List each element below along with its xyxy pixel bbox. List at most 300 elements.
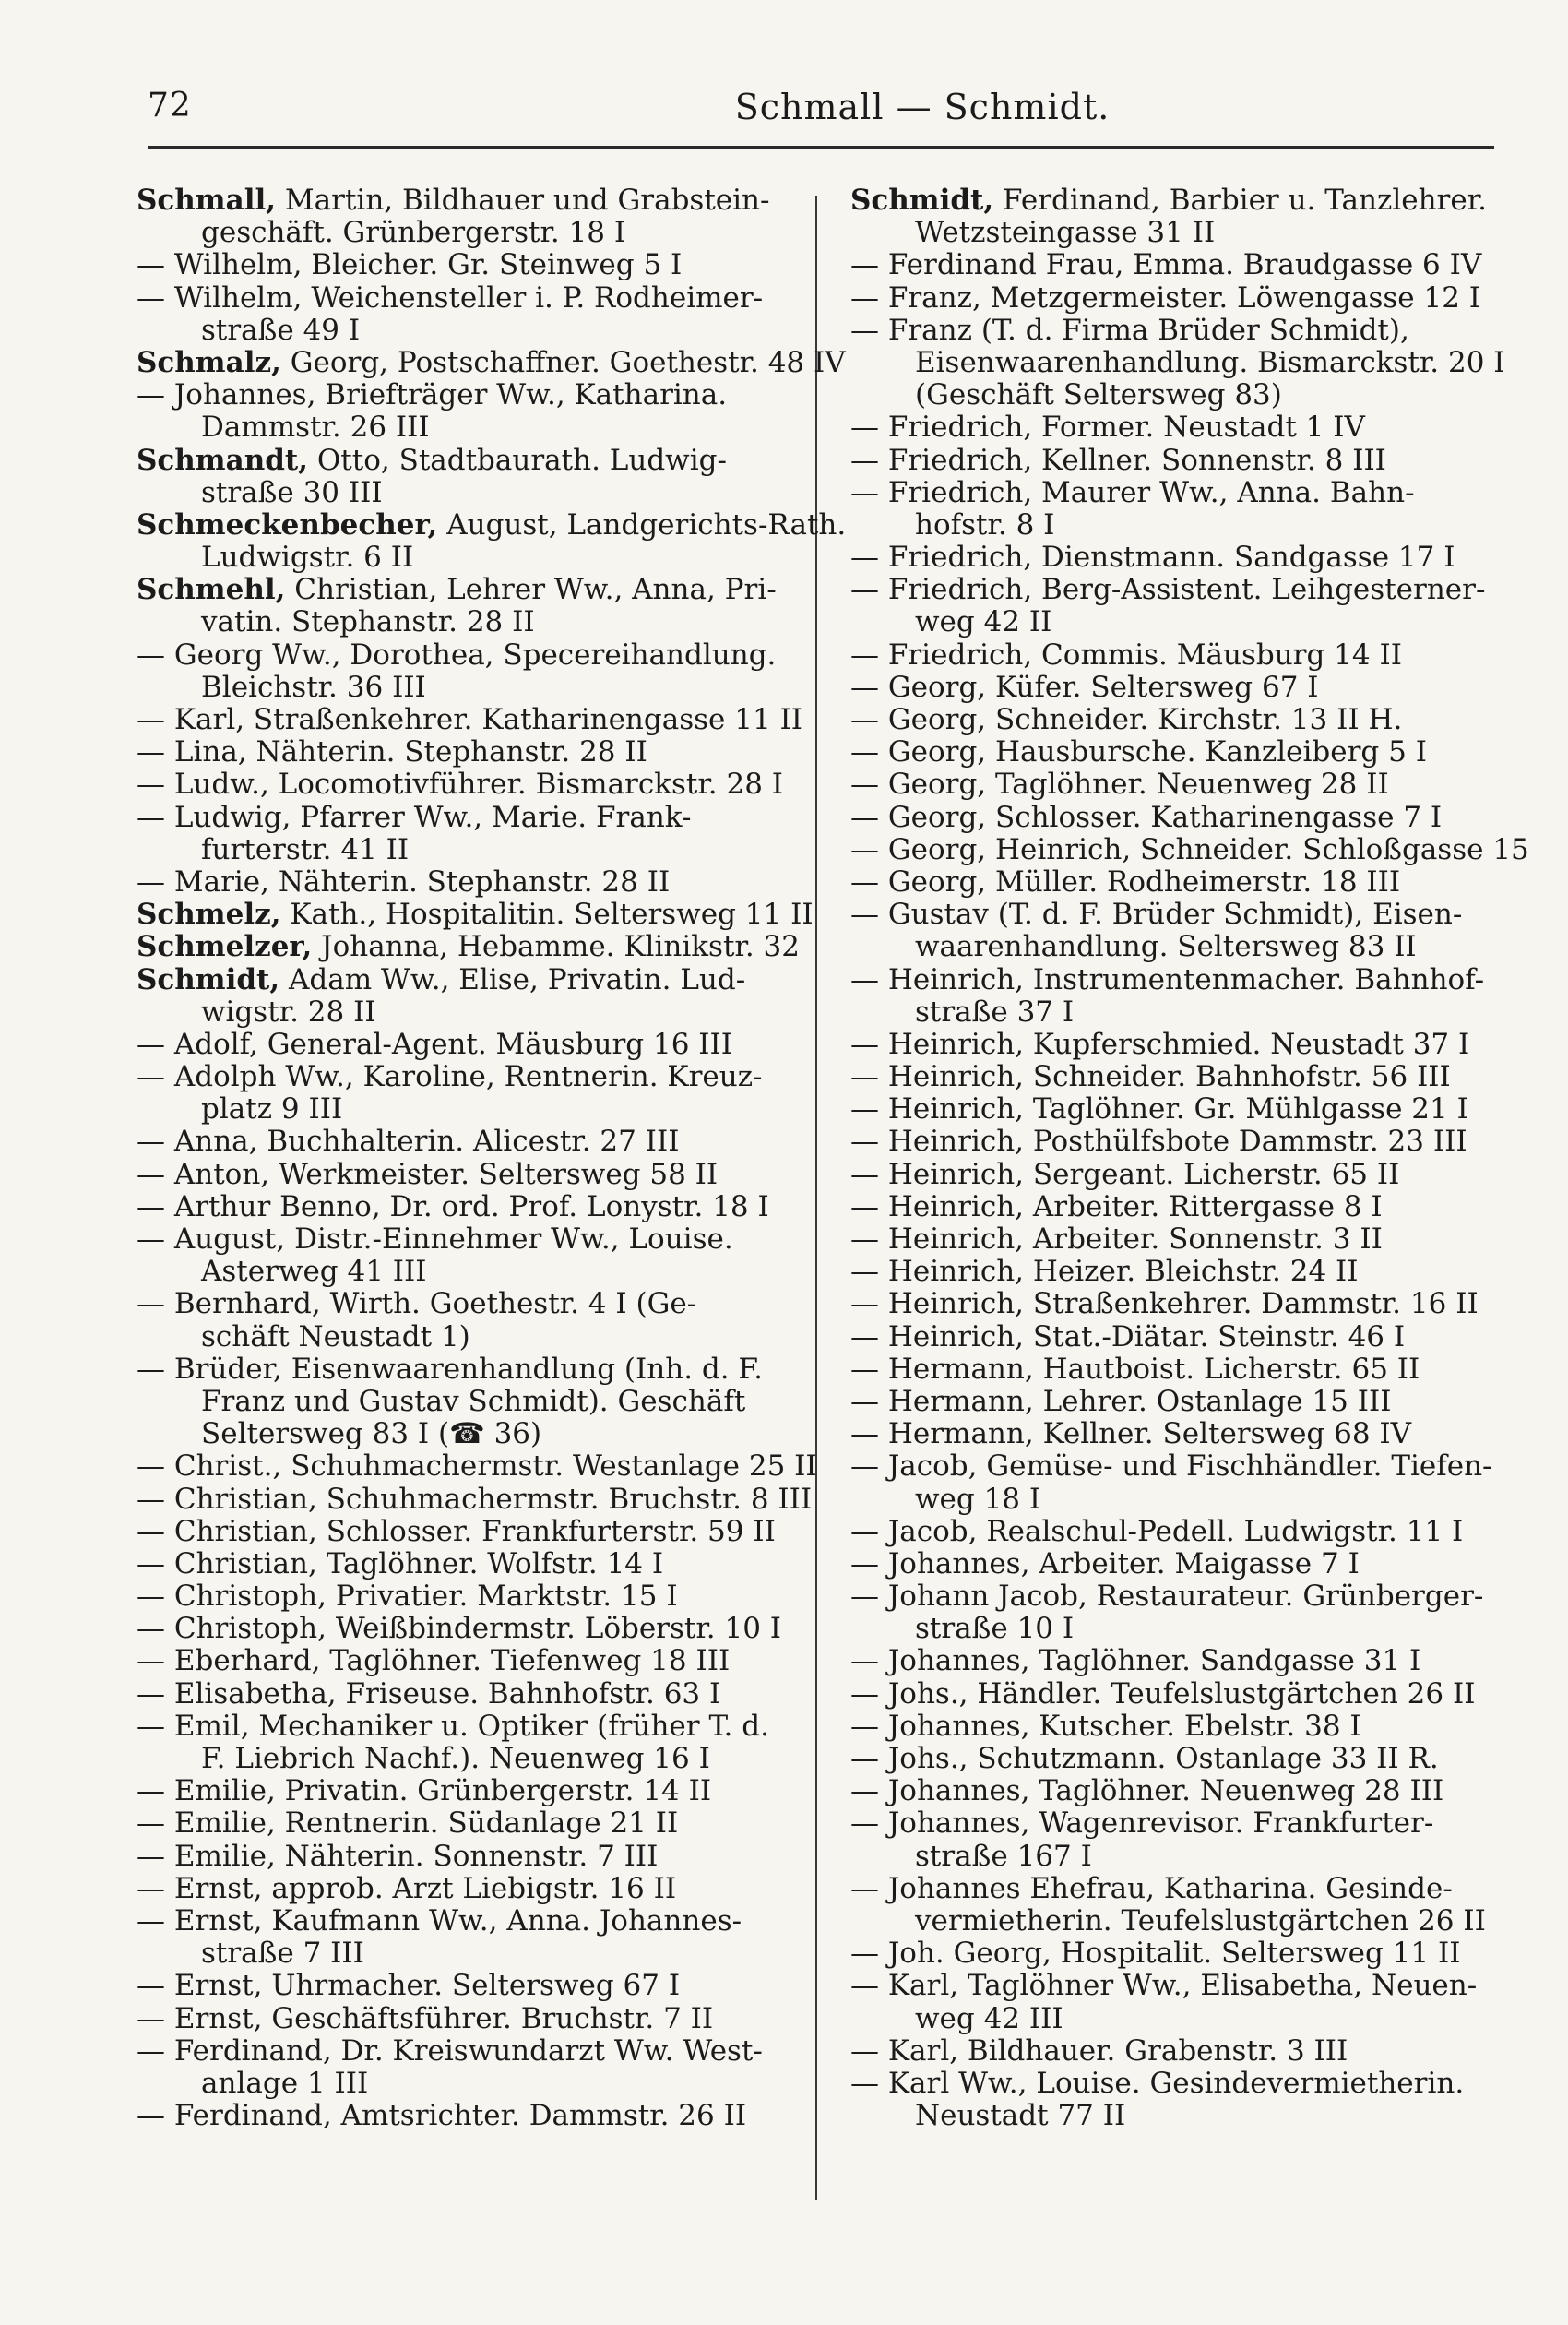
entry-text: — Christian, Schlosser. Frankfurterstr. 59 II [137, 1514, 776, 1548]
directory-entry [850, 1548, 1515, 1580]
entry-text: — Ludw., Locomotivführer. Bismarckstr. 28 I [137, 768, 784, 802]
directory-entry [137, 1613, 801, 1645]
entry-text: — Bernhard, Wirth. Goethestr. 4 I (Ge- [137, 1287, 697, 1321]
entry-line [850, 639, 1515, 672]
directory-entry [850, 574, 1515, 638]
directory-entry [850, 1223, 1515, 1256]
directory-entry [137, 1288, 801, 1353]
entry-text: — Friedrich, Dienstmann. Sandgasse 17 I [850, 541, 1455, 575]
directory-entry [137, 1449, 817, 1484]
entry-line [137, 898, 814, 932]
entry-text: Franz und Gustav Schmidt). Geschäft [201, 1384, 746, 1418]
entry-line [137, 1449, 817, 1484]
entry-text: — Heinrich, Heizer. Bleichstr. 24 II [850, 1255, 1359, 1289]
directory-entry [850, 1386, 1515, 1418]
entry-line [850, 1191, 1515, 1223]
entry-line [137, 1970, 801, 2002]
entry-line [137, 1223, 801, 1256]
entry-line [137, 2035, 801, 2068]
directory-entry [137, 866, 801, 899]
directory-entry [137, 898, 814, 932]
directory-entry [850, 411, 1515, 444]
entry-line [850, 1905, 1515, 1938]
entry-line [137, 185, 801, 217]
entry-text: — Johs., Händler. Teufelslustgärtchen 26 II [850, 1676, 1476, 1711]
directory-entry [850, 1061, 1515, 1093]
entry-text: — Johannes, Taglöhner. Neuenweg 28 III [850, 1774, 1444, 1808]
entry-text: — Christian, Taglöhner. Wolfstr. 14 I [137, 1546, 664, 1580]
entry-line [850, 996, 1515, 1029]
directory-entry [850, 1970, 1515, 2034]
directory-entry [850, 1321, 1515, 1353]
entry-line [850, 606, 1515, 638]
directory-entry [850, 899, 1515, 963]
entry-text: — Adolph Ww., Karoline, Rentnerin. Kreuz- [137, 1060, 763, 1094]
entry-line [137, 2003, 801, 2035]
entry-surname: Schmeckenbecher, [137, 507, 438, 542]
entry-text: furterstr. 41 II [201, 832, 410, 866]
entry-text: Johanna, Hebamme. Klinikstr. 32 [321, 930, 800, 964]
entry-line [850, 672, 1515, 704]
entry-text: hofstr. 8 I [915, 507, 1055, 542]
left-column [137, 184, 847, 2133]
entry-text: — Georg, Schneider. Kirchstr. 13 II H. [850, 703, 1403, 736]
directory-entry [137, 1516, 801, 1548]
directory-entry [850, 1873, 1515, 1938]
entry-line [850, 1841, 1515, 1873]
entry-text: — Franz (T. d. Firma Brüder Schmidt), [850, 313, 1409, 347]
directory-entry [137, 1970, 801, 2002]
entry-text: anlage 1 III [201, 2066, 369, 2100]
entry-line [137, 769, 801, 801]
directory-entry [137, 345, 846, 379]
directory-entry [137, 1645, 801, 1677]
entry-text: weg 42 II [915, 605, 1052, 639]
directory-entry [850, 1256, 1515, 1288]
directory-entry [850, 315, 1515, 412]
entry-text: — Jacob, Realschul-Pedell. Ludwigstr. 11 I [850, 1514, 1464, 1548]
entry-line [850, 1223, 1515, 1256]
directory-entry [137, 1807, 801, 1840]
entry-line [850, 1126, 1515, 1158]
page-header [148, 81, 1494, 137]
entry-text: — Ernst, approb. Arzt Liebigstr. 16 II [137, 1871, 677, 1905]
entry-line [850, 2100, 1515, 2132]
entry-line [850, 964, 1515, 996]
entry-line [137, 411, 801, 444]
entry-line [137, 1093, 801, 1126]
entry-text: — Georg, Küfer. Seltersweg 67 I [850, 670, 1319, 704]
entry-surname: Schmalz, [137, 345, 281, 379]
entry-text: — Elisabetha, Friseuse. Bahnhofstr. 63 I [137, 1676, 721, 1711]
entry-line [850, 1029, 1515, 1061]
entry-text: — Georg, Müller. Rodheimerstr. 18 III [850, 864, 1401, 899]
entry-text: — Hermann, Kellner. Seltersweg 68 IV [850, 1417, 1412, 1451]
directory-entry [137, 1353, 801, 1451]
entry-line [137, 477, 801, 509]
entry-line [850, 1678, 1515, 1711]
directory-entry [137, 1905, 801, 1970]
entry-line [137, 866, 801, 899]
entry-line [137, 2100, 801, 2132]
entry-text: — Christian, Schuhmachermstr. Bruchstr. 8 III [137, 1482, 813, 1516]
entry-line [850, 704, 1515, 736]
entry-text: — Friedrich, Former. Neustadt 1 IV [850, 411, 1365, 445]
entry-text: vatin. Stephanstr. 28 II [201, 605, 535, 639]
entry-line [137, 1418, 801, 1450]
directory-entry [137, 574, 801, 638]
entry-text: Otto, Stadtbaurath. Ludwig- [316, 443, 727, 477]
entry-line [850, 1061, 1515, 1093]
entry-text: — Johannes, Arbeiter. Maigasse 7 I [850, 1546, 1360, 1580]
directory-entry [850, 1126, 1515, 1158]
entry-text: — Emilie, Rentnerin. Südanlage 21 II [137, 1806, 679, 1841]
entry-line [850, 1873, 1515, 1905]
entry-line [850, 509, 1515, 542]
entry-text: — Adolf, General-Agent. Mäusburg 16 III [137, 1027, 733, 1061]
entry-text: — Heinrich, Straßenkehrer. Dammstr. 16 II [850, 1287, 1479, 1321]
directory-entry [137, 1841, 801, 1873]
entry-text: — Marie, Nähterin. Stephanstr. 28 II [137, 864, 671, 899]
entry-surname: Schmall, [137, 184, 277, 217]
entry-line [850, 832, 1529, 866]
entry-line [137, 1743, 801, 1775]
entry-text: straße 167 I [915, 1839, 1092, 1873]
entry-text: — Emil, Mechaniker u. Optiker (früher T. d. [137, 1709, 769, 1743]
entry-line [850, 1516, 1515, 1548]
entry-line [850, 1970, 1515, 2002]
entry-line [137, 1613, 801, 1645]
directory-entry [850, 736, 1515, 769]
entry-text: — Heinrich, Arbeiter. Rittergasse 8 I [850, 1189, 1383, 1223]
entry-text: August, Landgerichts-Rath. [446, 507, 847, 542]
entry-line [137, 1159, 801, 1191]
right-column [850, 184, 1529, 2133]
entry-text: Christian, Lehrer Ww., Anna, Pri- [294, 573, 777, 607]
entry-text: Ferdinand, Barbier u. Tanzlehrer. [1003, 184, 1487, 217]
entry-text: — Friedrich, Maurer Ww., Anna. Bahn- [850, 475, 1415, 509]
entry-text: — Lina, Nähterin. Stephanstr. 28 II [137, 735, 647, 769]
entry-text: — Heinrich, Instrumentenmacher. Bahnhof- [850, 962, 1485, 996]
directory-entry [850, 1288, 1515, 1320]
entry-text: — Johannes, Briefträger Ww., Katharina. [137, 378, 728, 412]
directory-entry [137, 736, 801, 769]
directory-entry [137, 1029, 801, 1061]
entry-text: — Franz, Metzgermeister. Löwengasse 12 I [850, 280, 1481, 315]
entry-line [137, 1807, 801, 1840]
entry-line [137, 249, 801, 281]
entry-text: Kath., Hospitalitin. Seltersweg 11 II [290, 898, 814, 932]
directory-entry [850, 1580, 1515, 1645]
directory-entry [137, 1580, 801, 1613]
entry-line [850, 411, 1515, 444]
entry-text: F. Liebrich Nachf.). Neuenweg 16 I [201, 1742, 710, 1775]
entry-text: — Heinrich, Sergeant. Licherstr. 65 II [850, 1157, 1400, 1191]
entry-text: — Christoph, Privatier. Marktstr. 15 I [137, 1580, 678, 1614]
entry-text: — Brüder, Eisenwaarenhandlung (Inh. d. F. [137, 1352, 763, 1386]
directory-entry [850, 282, 1515, 315]
running-head: Schmall — Schmidt. [734, 87, 1111, 127]
directory-entry [137, 1482, 813, 1516]
directory-entry [850, 769, 1515, 801]
entry-text: — Emilie, Privatin. Grünbergerstr. 14 II [137, 1774, 712, 1808]
entry-text: geschäft. Grünbergerstr. 18 I [201, 216, 626, 250]
entry-line [137, 1256, 801, 1288]
directory-entry [137, 507, 847, 575]
entry-surname: Schmidt, [137, 962, 280, 996]
entry-line [850, 1580, 1515, 1613]
directory-entry [850, 1353, 1515, 1386]
directory-entry [850, 1516, 1515, 1548]
entry-line [137, 507, 847, 542]
entry-text: — Karl Ww., Louise. Gesindevermietherin. [850, 2066, 1465, 2100]
entry-text: — Gustav (T. d. F. Brüder Schmidt), Eisen- [850, 898, 1463, 932]
entry-text: — Anton, Werkmeister. Seltersweg 58 II [137, 1157, 719, 1191]
entry-text: — Ernst, Uhrmacher. Seltersweg 67 I [137, 1969, 681, 2003]
entry-text: — Ernst, Kaufmann Ww., Anna. Johannes- [137, 1903, 742, 1938]
entry-text: wigstr. 28 II [201, 995, 376, 1029]
directory-entry [137, 1191, 801, 1223]
entry-line [137, 445, 801, 477]
directory-entry [850, 1645, 1515, 1677]
entry-line [137, 736, 801, 769]
entry-text: — Hermann, Hautboist. Licherstr. 65 II [850, 1352, 1420, 1386]
directory-entry [137, 769, 801, 801]
directory-entry [137, 704, 801, 736]
page-number: 72 [148, 87, 192, 125]
entry-line [137, 1841, 801, 1873]
directory-entry [850, 1775, 1515, 1807]
entry-surname: Schmelz, [137, 898, 281, 932]
entry-text: — Heinrich, Schneider. Bahnhofstr. 56 III [850, 1060, 1451, 1094]
directory-entry [850, 2035, 1515, 2068]
entry-line [850, 185, 1515, 217]
entry-text: — August, Distr.-Einnehmer Ww., Louise. [137, 1222, 733, 1256]
directory-entry [850, 704, 1515, 736]
entry-line [137, 345, 846, 379]
entry-line [850, 1093, 1515, 1126]
directory-entry [137, 2003, 801, 2035]
entry-line [850, 1743, 1515, 1775]
entry-surname: Schmehl, [137, 573, 286, 607]
entry-line [137, 574, 801, 606]
entry-text: — Heinrich, Posthülfsbote Dammstr. 23 III [850, 1125, 1467, 1159]
entry-line [850, 282, 1515, 315]
entry-line [137, 1191, 801, 1223]
directory-entry [850, 445, 1515, 477]
directory-entry [850, 639, 1515, 672]
entry-text: — Karl, Straßenkehrer. Katharinengasse 11 II [137, 703, 803, 736]
entry-line [137, 1548, 801, 1580]
directory-entry [137, 249, 801, 281]
entry-text: — Hermann, Lehrer. Ostanlage 15 III [850, 1384, 1392, 1418]
entry-line [850, 1256, 1515, 1288]
entry-text: weg 42 III [915, 2001, 1063, 2035]
entry-line [850, 477, 1515, 509]
entry-line [137, 379, 801, 411]
entry-line [137, 834, 801, 866]
entry-line [137, 1711, 801, 1743]
entry-line [850, 1353, 1515, 1386]
entry-text: — Christoph, Weißbindermstr. Löberstr. 10 I [137, 1612, 782, 1646]
entry-line [850, 1159, 1515, 1191]
directory-entry [137, 1548, 801, 1580]
header-rule [148, 146, 1494, 149]
entry-text: — Heinrich, Stat.-Diätar. Steinstr. 46 I [850, 1319, 1406, 1353]
directory-entry [137, 802, 801, 866]
entry-line [850, 574, 1515, 606]
entry-surname: Schmandt, [137, 443, 309, 477]
entry-line [850, 1807, 1515, 1840]
entry-text: straße 7 III [201, 1937, 364, 1971]
entry-text: — Jacob, Gemüse- und Fischhändler. Tiefen- [850, 1449, 1492, 1484]
directory-entry [137, 1873, 801, 1905]
directory-entry [850, 1418, 1515, 1450]
entry-line [137, 315, 801, 347]
entry-text: — Wilhelm, Bleicher. Gr. Steinweg 5 I [137, 248, 683, 282]
entry-line [850, 2003, 1515, 2035]
entry-line [137, 1516, 801, 1548]
entry-line [850, 769, 1515, 801]
entry-line [137, 1938, 801, 1970]
directory-entry [850, 1678, 1515, 1711]
entry-line [137, 1482, 813, 1516]
entry-line [850, 379, 1515, 411]
entry-text: — Georg Ww., Dorothea, Specereihandlung. [137, 638, 777, 672]
entry-line [137, 1353, 801, 1386]
entry-line [137, 1126, 801, 1158]
entry-line [850, 1288, 1515, 1320]
entry-line [137, 542, 801, 574]
entry-line [137, 1873, 801, 1905]
entry-line [137, 931, 801, 963]
entry-surname: Schmidt, [850, 184, 994, 217]
directory-entry [850, 1450, 1515, 1515]
entry-text: — Johannes, Wagenrevisor. Frankfurter- [850, 1806, 1434, 1841]
entry-line [137, 996, 801, 1029]
directory-entry [850, 542, 1515, 574]
entry-text: Martin, Bildhauer und Grabstein- [284, 184, 770, 217]
directory-entry [137, 2100, 801, 2132]
entry-line [137, 1029, 801, 1061]
entry-line [850, 802, 1515, 834]
entry-line [137, 1645, 801, 1677]
entry-text: Seltersweg 83 I (☎ 36) [201, 1417, 542, 1451]
directory-entry [850, 1191, 1515, 1223]
entry-text: vermietherin. Teufelslustgärtchen 26 II [915, 1903, 1486, 1938]
entry-line [137, 2068, 801, 2100]
directory-entry [850, 832, 1529, 866]
entry-line [137, 1905, 801, 1938]
directory-entry [850, 1093, 1515, 1126]
entry-text: Georg, Postschaffner. Goethestr. 48 IV [290, 345, 846, 379]
entry-text: — Georg, Hausbursche. Kanzleiberg 5 I [850, 735, 1427, 769]
entry-surname: Schmelzer, [137, 930, 313, 964]
directory-entry [850, 1029, 1515, 1061]
entry-text: — Friedrich, Berg-Assistent. Leihgesterner- [850, 573, 1486, 607]
directory-entry [850, 672, 1515, 704]
entry-line [137, 606, 801, 638]
directory-entry [137, 1126, 801, 1158]
entry-text: (Geschäft Seltersweg 83) [915, 378, 1282, 412]
entry-text: Eisenwaarenhandlung. Bismarckstr. 20 I [915, 345, 1505, 379]
directory-entry [850, 249, 1515, 281]
entry-text: straße 10 I [915, 1612, 1075, 1646]
entry-line [850, 1613, 1515, 1645]
entry-text: Dammstr. 26 III [201, 411, 430, 445]
entry-line [137, 802, 801, 834]
entry-line [850, 1418, 1515, 1450]
entry-text: — Georg, Taglöhner. Neuenweg 28 II [850, 768, 1389, 802]
directory-entry [137, 964, 801, 1029]
entry-line [850, 1645, 1515, 1677]
entry-line [137, 639, 801, 672]
directory-entry [137, 1678, 801, 1711]
entry-line [850, 217, 1515, 249]
entry-line [850, 2035, 1515, 2068]
directory-entry [137, 1775, 801, 1807]
entry-text: — Johs., Schutzmann. Ostanlage 33 II R. [850, 1742, 1439, 1775]
entry-line [850, 866, 1515, 899]
entry-text: Wetzsteingasse 31 II [915, 216, 1216, 250]
directory-entry [850, 1711, 1515, 1743]
entry-line [137, 1321, 801, 1353]
entry-text: — Heinrich, Taglöhner. Gr. Mühlgasse 21 I [850, 1092, 1468, 1127]
directory-entry [137, 445, 801, 509]
entry-text: — Heinrich, Kupferschmied. Neustadt 37 I [850, 1027, 1470, 1061]
entry-text: — Johann Jacob, Restaurateur. Grünberger- [850, 1580, 1484, 1614]
entry-text: — Christ., Schuhmachermstr. Westanlage 25 II [137, 1449, 817, 1484]
entry-line [137, 1288, 801, 1320]
entry-text: straße 49 I [201, 313, 361, 347]
entry-line [850, 445, 1515, 477]
entry-text: — Ferdinand, Dr. Kreiswundarzt Ww. West- [137, 2033, 763, 2068]
entry-text: Ludwigstr. 6 II [201, 541, 414, 575]
entry-text: — Emilie, Nähterin. Sonnenstr. 7 III [137, 1839, 659, 1873]
entry-line [137, 1775, 801, 1807]
entry-line [850, 1321, 1515, 1353]
entry-text: — Georg, Heinrich, Schneider. Schloßgasse 15 [850, 832, 1529, 866]
entry-line [850, 931, 1515, 963]
entry-text: — Friedrich, Kellner. Sonnenstr. 8 III [850, 443, 1386, 477]
directory-entry [137, 639, 801, 704]
entry-text: — Johannes Ehefrau, Katharina. Gesinde- [850, 1871, 1453, 1905]
entry-line [850, 1938, 1515, 1970]
entry-text: schäft Neustadt 1) [201, 1319, 470, 1353]
entry-text: — Friedrich, Commis. Mäusburg 14 II [850, 638, 1402, 672]
directory-entry [850, 185, 1515, 249]
directory-entry [850, 866, 1515, 899]
entry-text: — Wilhelm, Weichensteller i. P. Rodheimer- [137, 280, 764, 315]
entry-text: platz 9 III [201, 1092, 343, 1127]
entry-text: Adam Ww., Elise, Privatin. Lud- [289, 962, 746, 996]
directory-entry [137, 2035, 801, 2100]
entry-text: — Johannes, Kutscher. Ebelstr. 38 I [850, 1709, 1361, 1743]
directory-entry [850, 1743, 1515, 1775]
entry-text: weg 18 I [915, 1482, 1041, 1516]
entry-text: — Johannes, Taglöhner. Sandgasse 31 I [850, 1644, 1421, 1678]
directory-entry [850, 2068, 1515, 2132]
entry-text: — Arthur Benno, Dr. ord. Prof. Lonystr. 18 I [137, 1189, 769, 1223]
entry-line [850, 1484, 1515, 1516]
entry-text: Bleichstr. 36 III [201, 670, 426, 704]
entry-text: — Georg, Schlosser. Katharinengasse 7 I [850, 800, 1443, 834]
entry-text: — Joh. Georg, Hospitalit. Seltersweg 11 II [850, 1937, 1461, 1971]
entry-text: — Ernst, Geschäftsführer. Bruchstr. 7 II [137, 2001, 714, 2035]
entry-line [137, 704, 801, 736]
entry-line [850, 542, 1515, 574]
directory-entry [137, 1159, 801, 1191]
